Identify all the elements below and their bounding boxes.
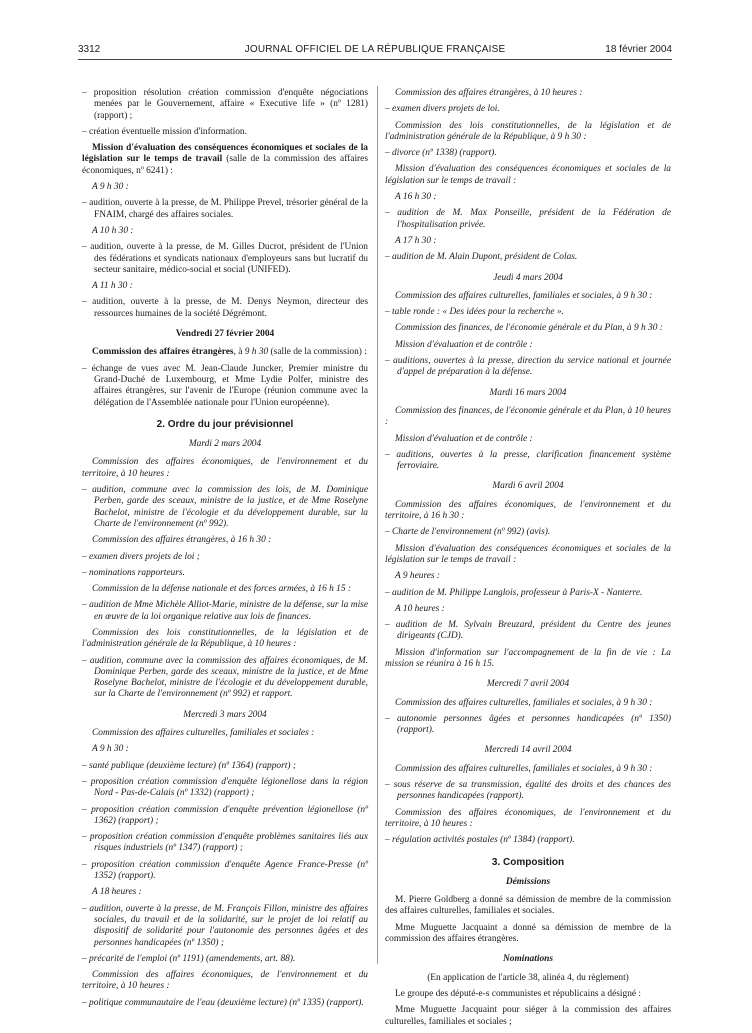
subsection-heading: Démissions [505, 876, 551, 887]
list-item: – création éventuelle mission d'information. [82, 126, 247, 137]
list-item: – sous réserve de sa transmission, égalité des droits et des chances des personnes handicapées (rapport). [385, 780, 671, 802]
committee-name: Mission d'évaluation des conséquences économiques et sociales de la législation sur le temps de travail [82, 143, 368, 165]
committee-entry: Mission d'évaluation des conséquences économiques et sociales de la législation sur le temps de travail : [385, 543, 671, 565]
list-item: – audition, commune avec la commission des affaires économiques, de M. Dominique Perben, garde des sceaux, ministre de la justice, et de Mme Roselyne Bachelot, ministre de l'écologie et du développement durable, sur la Charte de l'environnement (nº 992) et rapport. [82, 655, 368, 700]
list-item: – audition, ouverte à la presse, de M. Denys Neymon, directeur des ressources humaines de la société Dégrémont. [82, 297, 368, 319]
list-item: – audition, ouverte à la presse, de M. Gilles Ducrot, président de l'Union des fédérations et syndicats nationaux d'employeurs sans but lucratif du secteur sanitaire, médico-social et social (UNIFED). [82, 242, 368, 275]
time-line: A 10 heures : [395, 603, 445, 614]
paragraph: Le groupe des député-e-s communistes et républicains a désigné : [395, 988, 642, 999]
committee-entry: Commission des affaires culturelles, familiales et sociales, à 9 h 30 : [395, 697, 653, 708]
committee-entry: Mission d'évaluation des conséquences économiques et sociales de la législation sur le temps de travail : [385, 164, 671, 186]
time-line: A 11 h 30 : [92, 281, 133, 292]
time-line: A 10 h 30 : [92, 225, 134, 236]
paragraph: M. Pierre Goldberg a donné sa démission de membre de la commission des affaires culturelles, familiales et sociales. [385, 895, 671, 917]
section-heading: 2. Ordre du jour prévisionnel [156, 418, 294, 430]
committee-entry: Commission des affaires économiques, de l'environnement et du territoire, à 16 h 30 : [385, 499, 671, 522]
list-item: – régulation activités postales (nº 1384) (rapport). [385, 835, 575, 846]
committee-entry: Commission des affaires étrangères, à 16 h 30 : [92, 535, 272, 546]
list-item: – audition de Mme Michèle Alliot-Marie, ministre de la défense, sur la mise en œuvre de la loi organique relative aux lois de finances. [82, 600, 368, 622]
list-item: – échange de vues avec M. Jean-Claude Juncker, Premier ministre du Grand-Duché de Luxembourg, et Mme Lydie Polfer, ministre des affaires étrangères, sur l'avenir de l'Europe (réunion commune avec la délégation de l'Assemblée nationale pour l'Union européenne). [82, 363, 368, 408]
list-item: – audition, ouverte à la presse, de M. François Fillon, ministre des affaires sociales, du travail et de la solidarité, sur le projet de loi relatif au dispositif de solidarité pour l'autonomie des personnes âgées et des personnes handicapées (nº 1350) ; [82, 903, 368, 948]
time-line: A 17 h 30 : [395, 235, 437, 246]
date-heading: Mardi 2 mars 2004 [188, 439, 262, 450]
time-line: A 9 h 30 : [92, 182, 129, 193]
committee-entry: Mission d'évaluation et de contrôle : [395, 339, 533, 350]
list-item: – politique communautaire de l'eau (deuxième lecture) (nº 1335) (rapport). [82, 997, 364, 1008]
list-item: – proposition résolution création commission d'enquête négociations menées par le Gouvernement, affaire « Executive life » (nº 1281) (rapport) ; [82, 88, 368, 121]
committee-entry: Commission des finances, de l'économie générale et du Plan, à 10 heures : [385, 405, 671, 428]
list-item: – examen divers projets de loi. [385, 104, 500, 115]
list-item: – table ronde : « Des idées pour la recherche ». [385, 307, 564, 318]
list-item: – audition, ouverte à la presse, de M. Philippe Prevel, trésorier général de la FNAIM, chargé des affaires sociales. [82, 198, 368, 220]
committee-entry: Commission des lois constitutionnelles, de la législation et de l'administration générale de la République, à 10 heures : [82, 627, 368, 650]
journal-title: JOURNAL OFFICIEL DE LA RÉPUBLIQUE FRANÇAISE [244, 44, 506, 55]
list-item: – proposition création commission d'enquête légionellose dans la région Nord - Pas-de-Calais (nº 1332) (rapport) ; [82, 776, 368, 799]
page-header [78, 44, 672, 56]
paragraph: Mme Muguette Jacquaint pour siéger à la commission des affaires culturelles, familiales et sociales ; [385, 1005, 671, 1027]
committee-entry: Commission des affaires économiques, de l'environnement et du territoire, à 10 heures : [82, 457, 368, 479]
time-line: A 16 h 30 : [395, 192, 437, 203]
list-item: – autonomie personnes âgées et personnes handicapées (nº 1350) (rapport). [385, 713, 671, 736]
list-item: – santé publique (deuxième lecture) (nº 1364) (rapport) ; [82, 760, 296, 771]
committee-entry: Commission des affaires étrangères, à 9 h 30 (salle de la commission) : [92, 347, 367, 358]
left-column [82, 88, 368, 1014]
committee-entry: Commission des affaires culturelles, familiales et sociales, à 9 h 30 : [395, 290, 653, 301]
date-heading: Mardi 6 avril 2004 [492, 481, 564, 492]
list-item: – audition de M. Alain Dupont, président de Colas. [385, 252, 578, 263]
committee-entry: Commission des affaires culturelles, familiales et sociales : [92, 728, 315, 739]
committee-entry: Mission d'information sur l'accompagnement de la fin de vie : La mission se réunira à 16 h 15. [385, 647, 671, 669]
committee-entry: Commission des affaires culturelles, familiales et sociales, à 9 h 30 : [395, 763, 653, 774]
committee-entry: Commission des affaires économiques, de l'environnement et du territoire, à 10 heures : [82, 970, 368, 992]
paragraph: Mme Muguette Jacquaint a donné sa démission de membre de la commission des affaires étrangères. [385, 922, 671, 945]
section-heading: 3. Composition [491, 856, 565, 868]
list-item: – proposition création commission d'enquête Agence France-Presse (nº 1352) (rapport). [82, 859, 368, 882]
list-item: – divorce (nº 1338) (rapport). [385, 148, 497, 159]
subsection-heading: Nominations [502, 954, 553, 965]
list-item: – audition de M. Sylvain Breuzard, président du Centre des jeunes dirigeants (CJD). [385, 620, 671, 642]
list-item: – audition de M. Philippe Langlois, professeur à Paris-X - Nanterre. [385, 587, 643, 598]
committee-entry: Mission d'évaluation des conséquences économiques et sociales de la législation sur le temps de travail (salle de la commission des affaires économiques, nº 6241) : [82, 143, 368, 176]
committee-entry: Commission des affaires étrangères, à 10 heures : [395, 88, 583, 98]
time-line: A 9 heures : [395, 571, 441, 582]
list-item: – auditions, ouvertes à la presse, direction du service national et journée d'appel de préparation à la défense. [385, 356, 671, 378]
date-heading: Mercredi 7 avril 2004 [486, 679, 570, 690]
date-heading: Vendredi 27 février 2004 [175, 329, 275, 340]
committee-entry: Commission de la défense nationale et des forces armées, à 16 h 15 : [92, 584, 351, 595]
list-item: – Charte de l'environnement (nº 992) (avis). [385, 527, 551, 538]
page-number: 3312 [78, 44, 101, 55]
list-item: – nominations rapporteurs. [82, 567, 185, 578]
date-heading: Mercredi 14 avril 2004 [484, 745, 572, 756]
list-item: – proposition création commission d'enquête prévention légionellose (nº 1362) (rapport) ; [82, 804, 368, 826]
right-column [385, 88, 671, 1033]
time-line: A 9 h 30 : [92, 744, 129, 755]
date-heading: Mardi 16 mars 2004 [489, 387, 567, 398]
issue-date: 18 février 2004 [605, 44, 672, 55]
column-divider [377, 86, 378, 964]
committee-entry: Commission des lois constitutionnelles, de la législation et de l'administration générale de la République, à 9 h 30 : [385, 120, 671, 142]
paragraph: (En application de l'article 38, alinéa 4, du règlement) [427, 972, 629, 983]
date-heading: Mercredi 3 mars 2004 [183, 709, 267, 720]
list-item: – examen divers projets de loi ; [82, 551, 200, 562]
list-item: – audition, commune avec la commission des lois, de M. Dominique Perben, garde des sceaux, ministre de la justice, et de Mme Roselyne Bachelot, ministre de l'écologie et du développement durable, sur la Charte de l'environnement (nº 992). [82, 485, 368, 529]
list-item: – précarité de l'emploi (nº 1191) (amendements, art. 88). [82, 953, 296, 964]
list-item: – auditions, ouvertes à la presse, clarification financement système ferroviaire. [385, 449, 671, 472]
header-rule [78, 59, 672, 60]
time-line: A 18 heures : [92, 887, 142, 898]
committee-entry: Commission des finances, de l'économie générale et du Plan, à 9 h 30 : [395, 323, 663, 334]
date-heading: Jeudi 4 mars 2004 [493, 272, 563, 283]
committee-entry: Mission d'évaluation et de contrôle : [395, 433, 533, 444]
committee-entry: Commission des affaires économiques, de l'environnement et du territoire, à 10 heures : [385, 807, 671, 829]
list-item: – audition de M. Max Ponseille, président de la Fédération de l'hospitalisation privée. [385, 208, 671, 230]
list-item: – proposition création commission d'enquête problèmes sanitaires liés aux risques industriels (nº 1347) (rapport) ; [82, 832, 368, 854]
